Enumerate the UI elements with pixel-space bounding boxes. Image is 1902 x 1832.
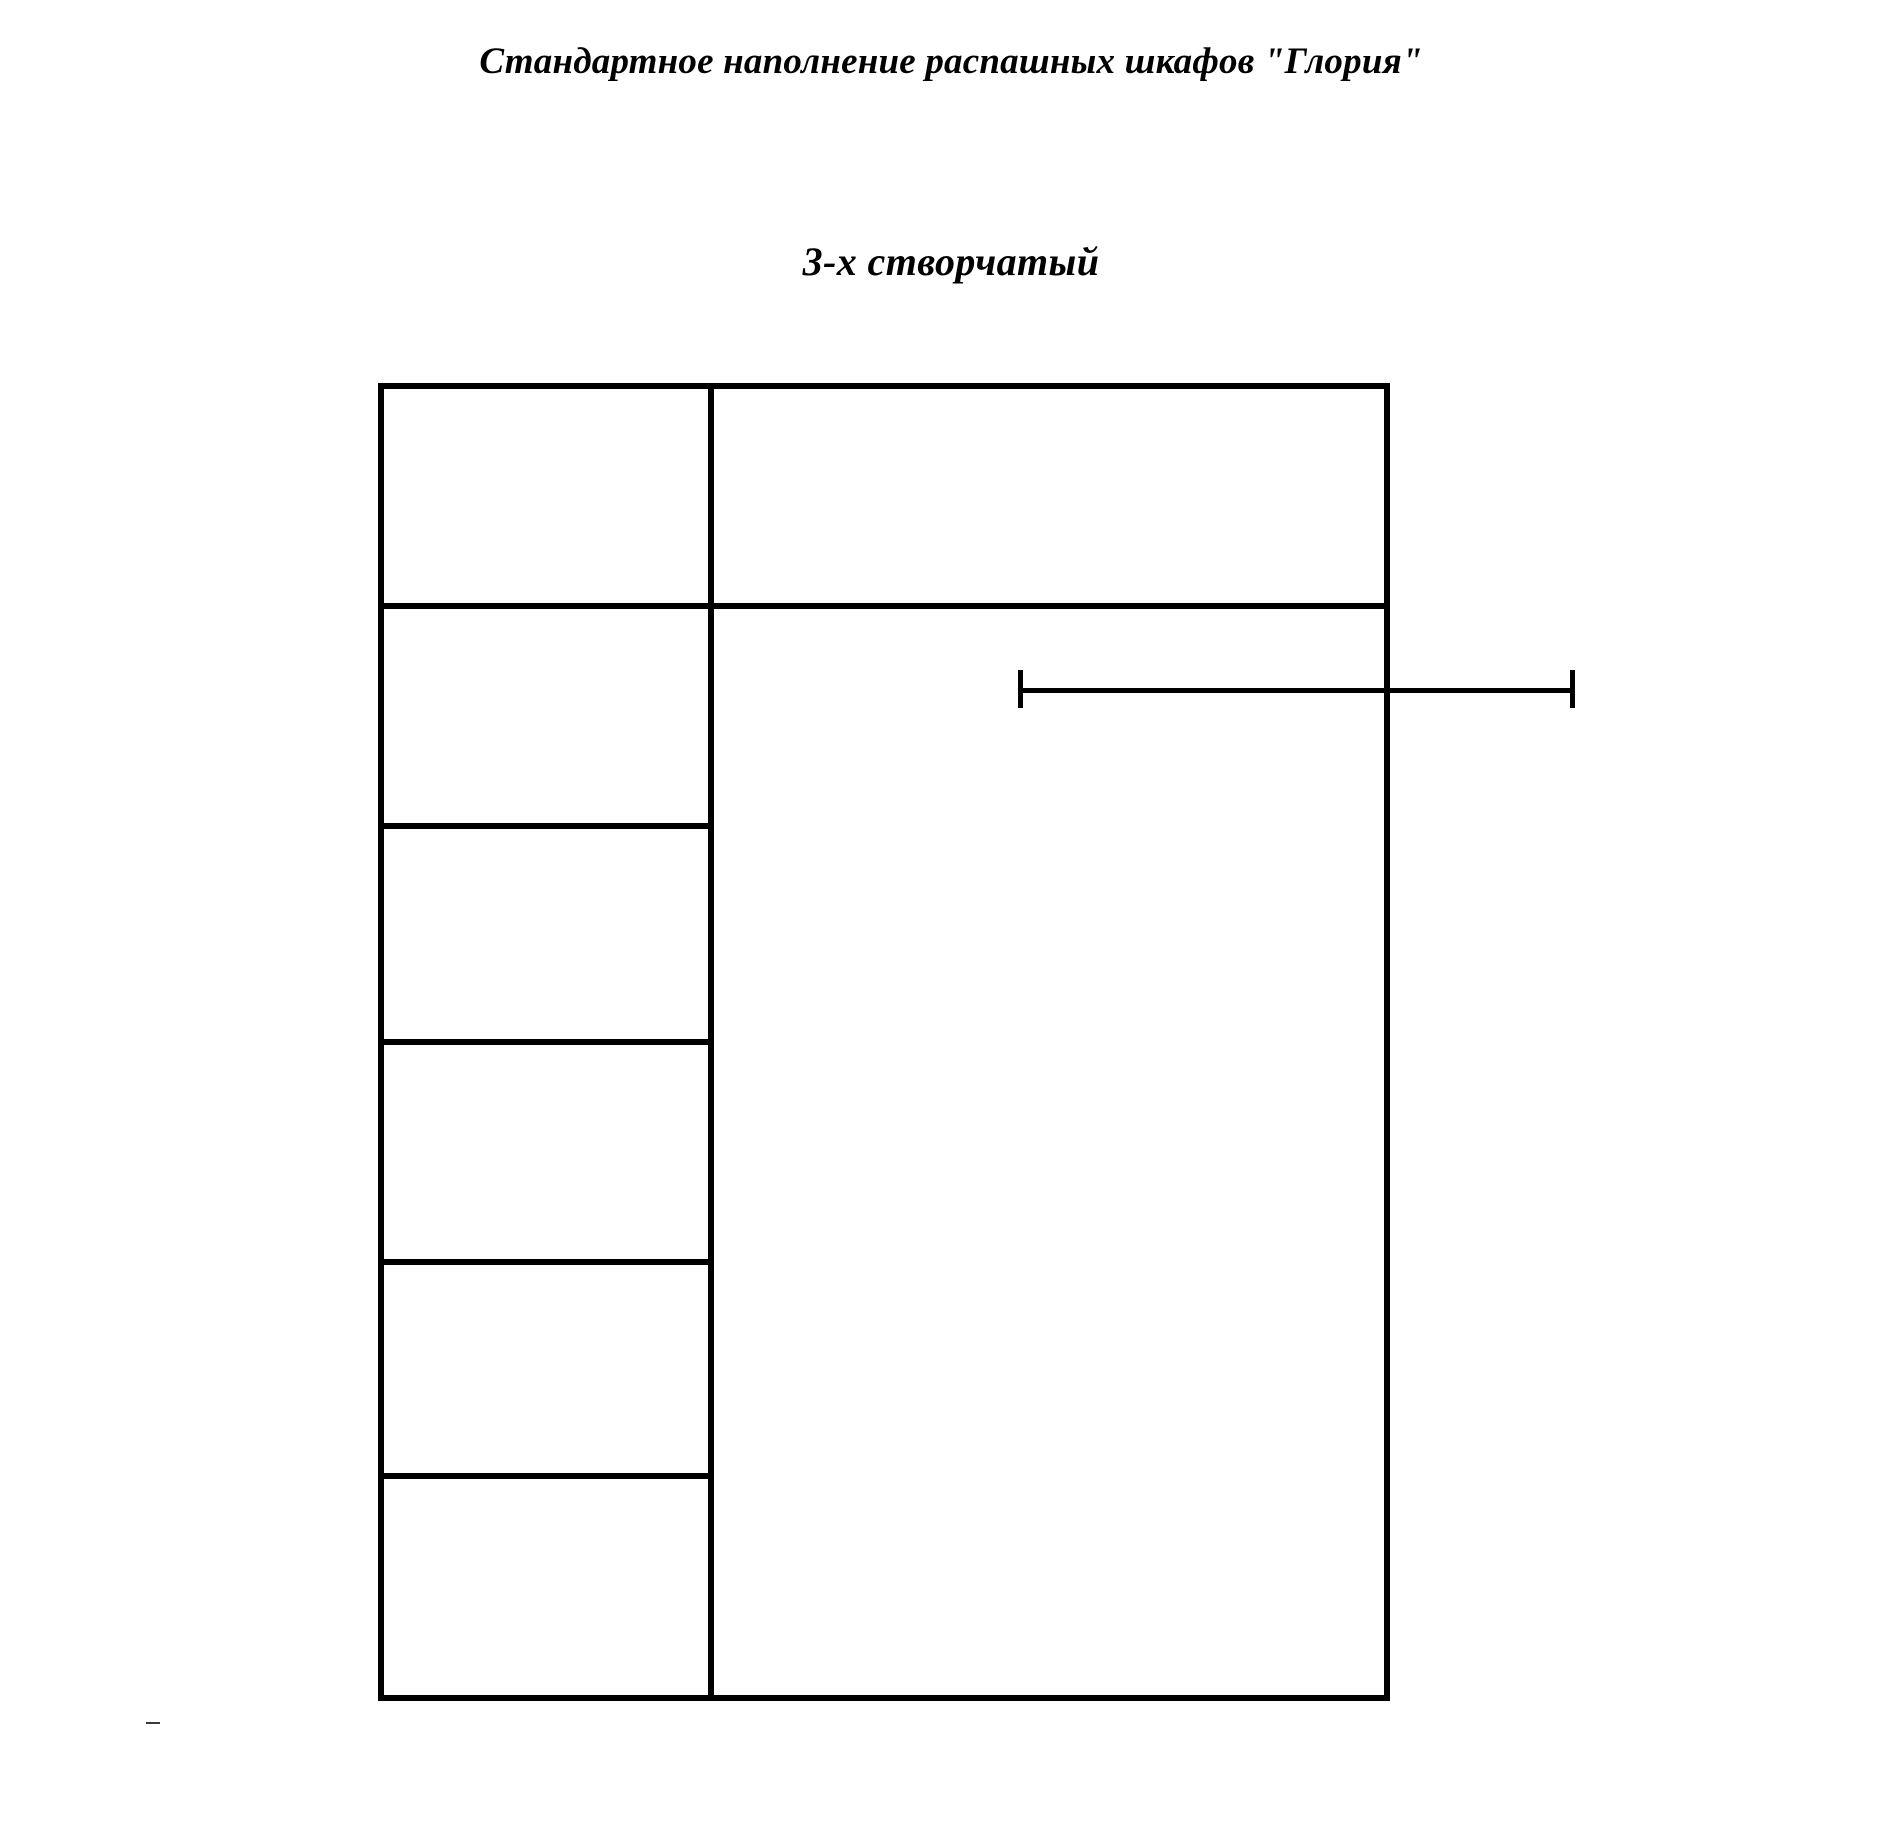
page-title: Стандартное наполнение распашных шкафов "Глория" [479,41,1423,82]
hanging-rail [1018,688,1574,693]
shelf-divider-5 [384,1473,714,1479]
stray-mark [146,1722,160,1724]
diagram-subtitle: 3-х створчатый [802,239,1100,284]
hanging-rail-left-bracket [1018,670,1023,708]
shelf-divider-4 [384,1259,714,1265]
shelf-divider-3 [384,1039,714,1045]
hanging-rail-right-bracket [1570,670,1575,708]
shelf-divider-2 [384,823,714,829]
wardrobe-outline [378,383,1390,1701]
